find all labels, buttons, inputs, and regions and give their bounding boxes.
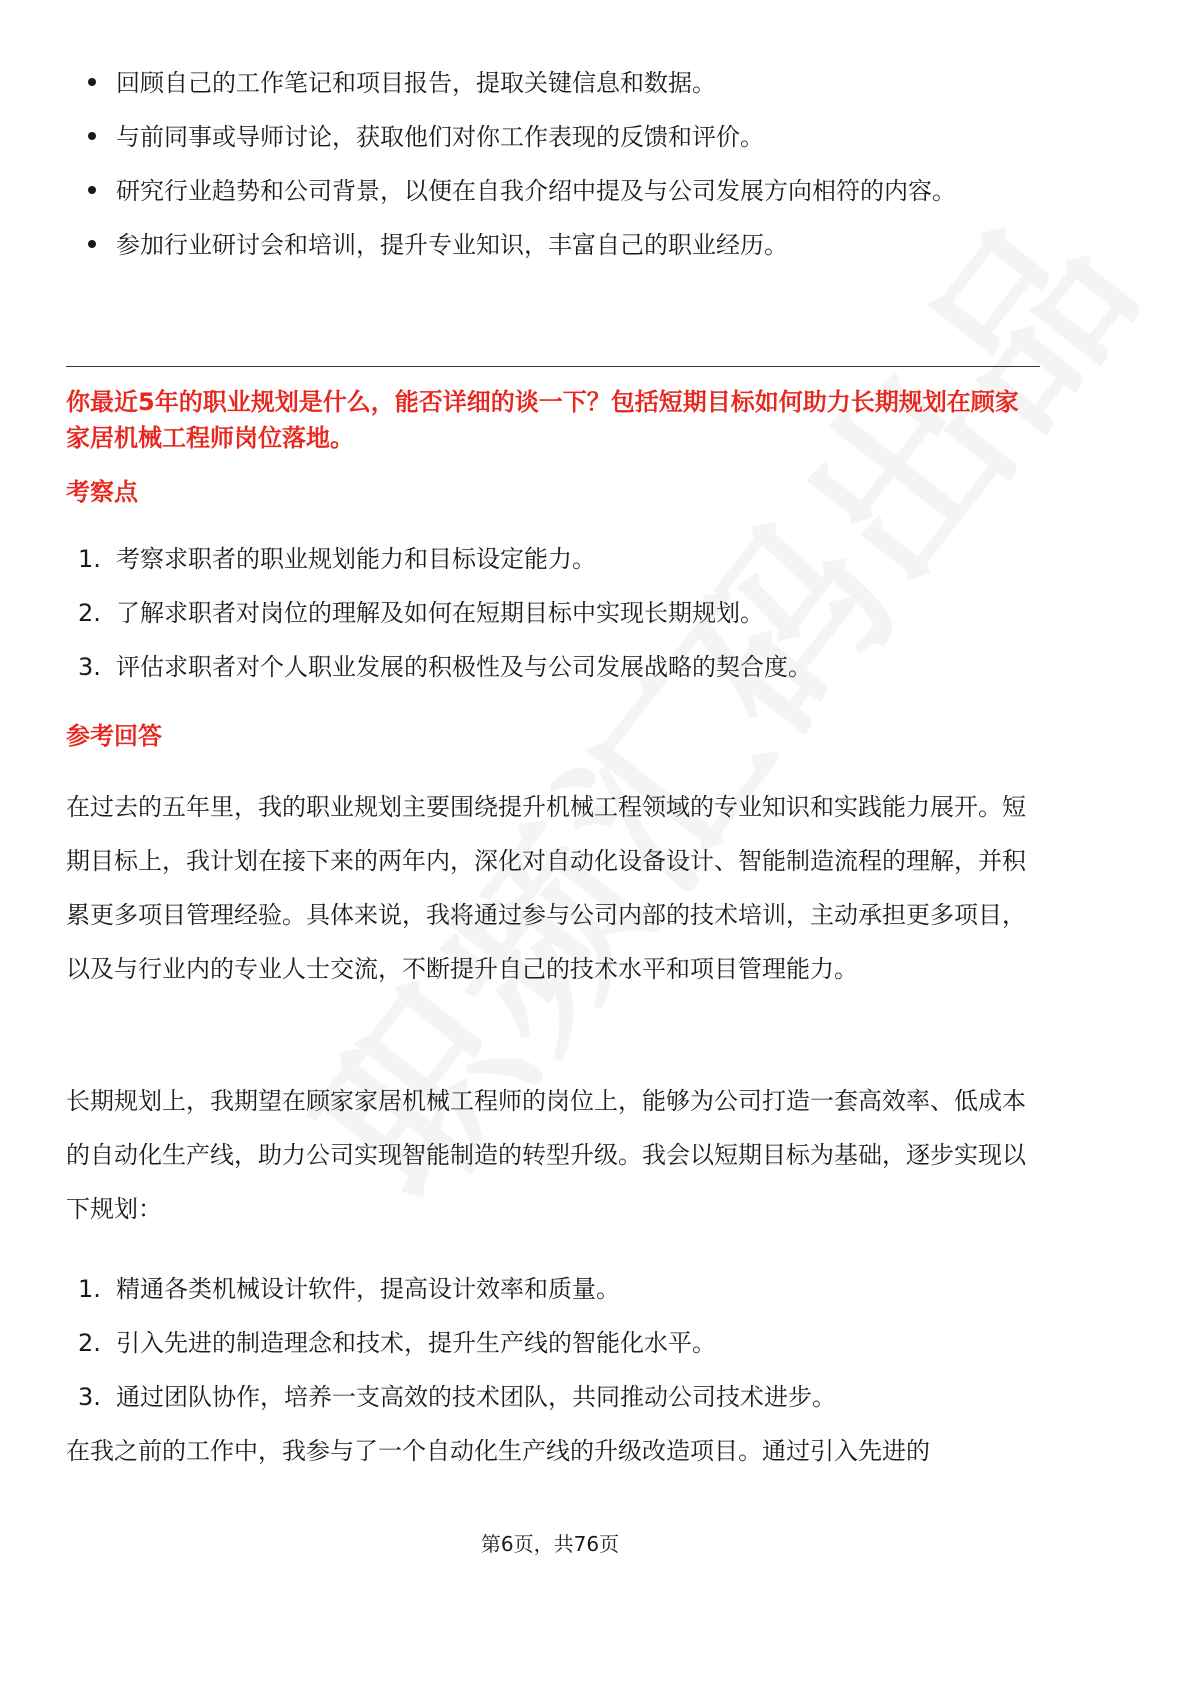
list-item xyxy=(66,1370,1026,1424)
list-item-number: 1. xyxy=(78,1275,101,1303)
list-item-number: 3. xyxy=(78,1383,101,1411)
list-item-number: 2. xyxy=(78,1329,101,1357)
list-item xyxy=(66,56,1026,110)
list-item-text: 评估求职者对个人职业发展的积极性及与公司发展战略的契合度。 xyxy=(116,653,812,681)
page-number: 第6页，共76页 xyxy=(480,1532,620,1556)
bullet-icon xyxy=(88,186,96,194)
assessment-title: 考察点 xyxy=(66,478,138,506)
list-item-number: 2. xyxy=(78,599,101,627)
answer-paragraph-3: 在我之前的工作中，我参与了一个自动化生产线的升级改造项目。通过引入先进的 xyxy=(66,1437,930,1465)
list-item-text: 通过团队协作，培养一支高效的技术团队，共同推动公司技术进步。 xyxy=(116,1383,836,1411)
assessment-list xyxy=(66,532,1026,694)
list-item-number: 1. xyxy=(78,545,101,573)
list-item xyxy=(66,586,1026,640)
list-item xyxy=(66,640,1026,694)
list-item xyxy=(66,164,1026,218)
list-item xyxy=(66,110,1026,164)
plan-list xyxy=(66,1262,1026,1424)
list-item-number: 3. xyxy=(78,653,101,681)
list-item xyxy=(66,532,1026,586)
list-item xyxy=(66,1262,1026,1316)
answer-paragraph-1: 在过去的五年里，我的职业规划主要围绕提升机械工程领域的专业知识和实践能力展开。短期目标上，我计划在接下来的两年内，深化对自动化设备设计、智能制造流程的理解，并积累更多项目管理经验。具体来说，我将通过参与公司内部的技术培训，主动承担更多项目，以及与行业内的专业人士交流，不断提升自己的技术水平和项目管理能力。 xyxy=(66,793,1026,983)
bullet-icon xyxy=(88,132,96,140)
list-item-text: 引入先进的制造理念和技术，提升生产线的智能化水平。 xyxy=(116,1329,716,1357)
list-item-text: 考察求职者的职业规划能力和目标设定能力。 xyxy=(116,545,596,573)
answer-paragraph-2: 长期规划上，我期望在顾家家居机械工程师的岗位上，能够为公司打造一套高效率、低成本的自动化生产线，助力公司实现智能制造的转型升级。我会以短期目标为基础，逐步实现以下规划： xyxy=(66,1087,1026,1223)
list-item-text: 研究行业趋势和公司背景，以便在自我介绍中提及与公司发展方向相符的内容。 xyxy=(116,177,956,205)
bullet-icon xyxy=(88,240,96,248)
list-item-text: 回顾自己的工作笔记和项目报告，提取关键信息和数据。 xyxy=(116,69,716,97)
list-item-text: 了解求职者对岗位的理解及如何在短期目标中实现长期规划。 xyxy=(116,599,764,627)
list-item-text: 参加行业研讨会和培训，提升专业知识，丰富自己的职业经历。 xyxy=(116,231,788,259)
answer-title: 参考回答 xyxy=(66,722,162,750)
list-item xyxy=(66,1316,1026,1370)
list-item-text: 与前同事或导师讨论，获取他们对你工作表现的反馈和评价。 xyxy=(116,123,764,151)
question-heading: 你最近5年的职业规划是什么，能否详细的谈一下？包括短期目标如何助力长期规划在顾家家居机械工程师岗位落地。 xyxy=(66,388,1019,452)
section-divider xyxy=(66,366,1040,367)
list-item-text: 精通各类机械设计软件，提高设计效率和质量。 xyxy=(116,1275,620,1303)
list-item xyxy=(66,218,1026,272)
intro-bullet-list xyxy=(66,56,1026,272)
bullet-icon xyxy=(88,78,96,86)
